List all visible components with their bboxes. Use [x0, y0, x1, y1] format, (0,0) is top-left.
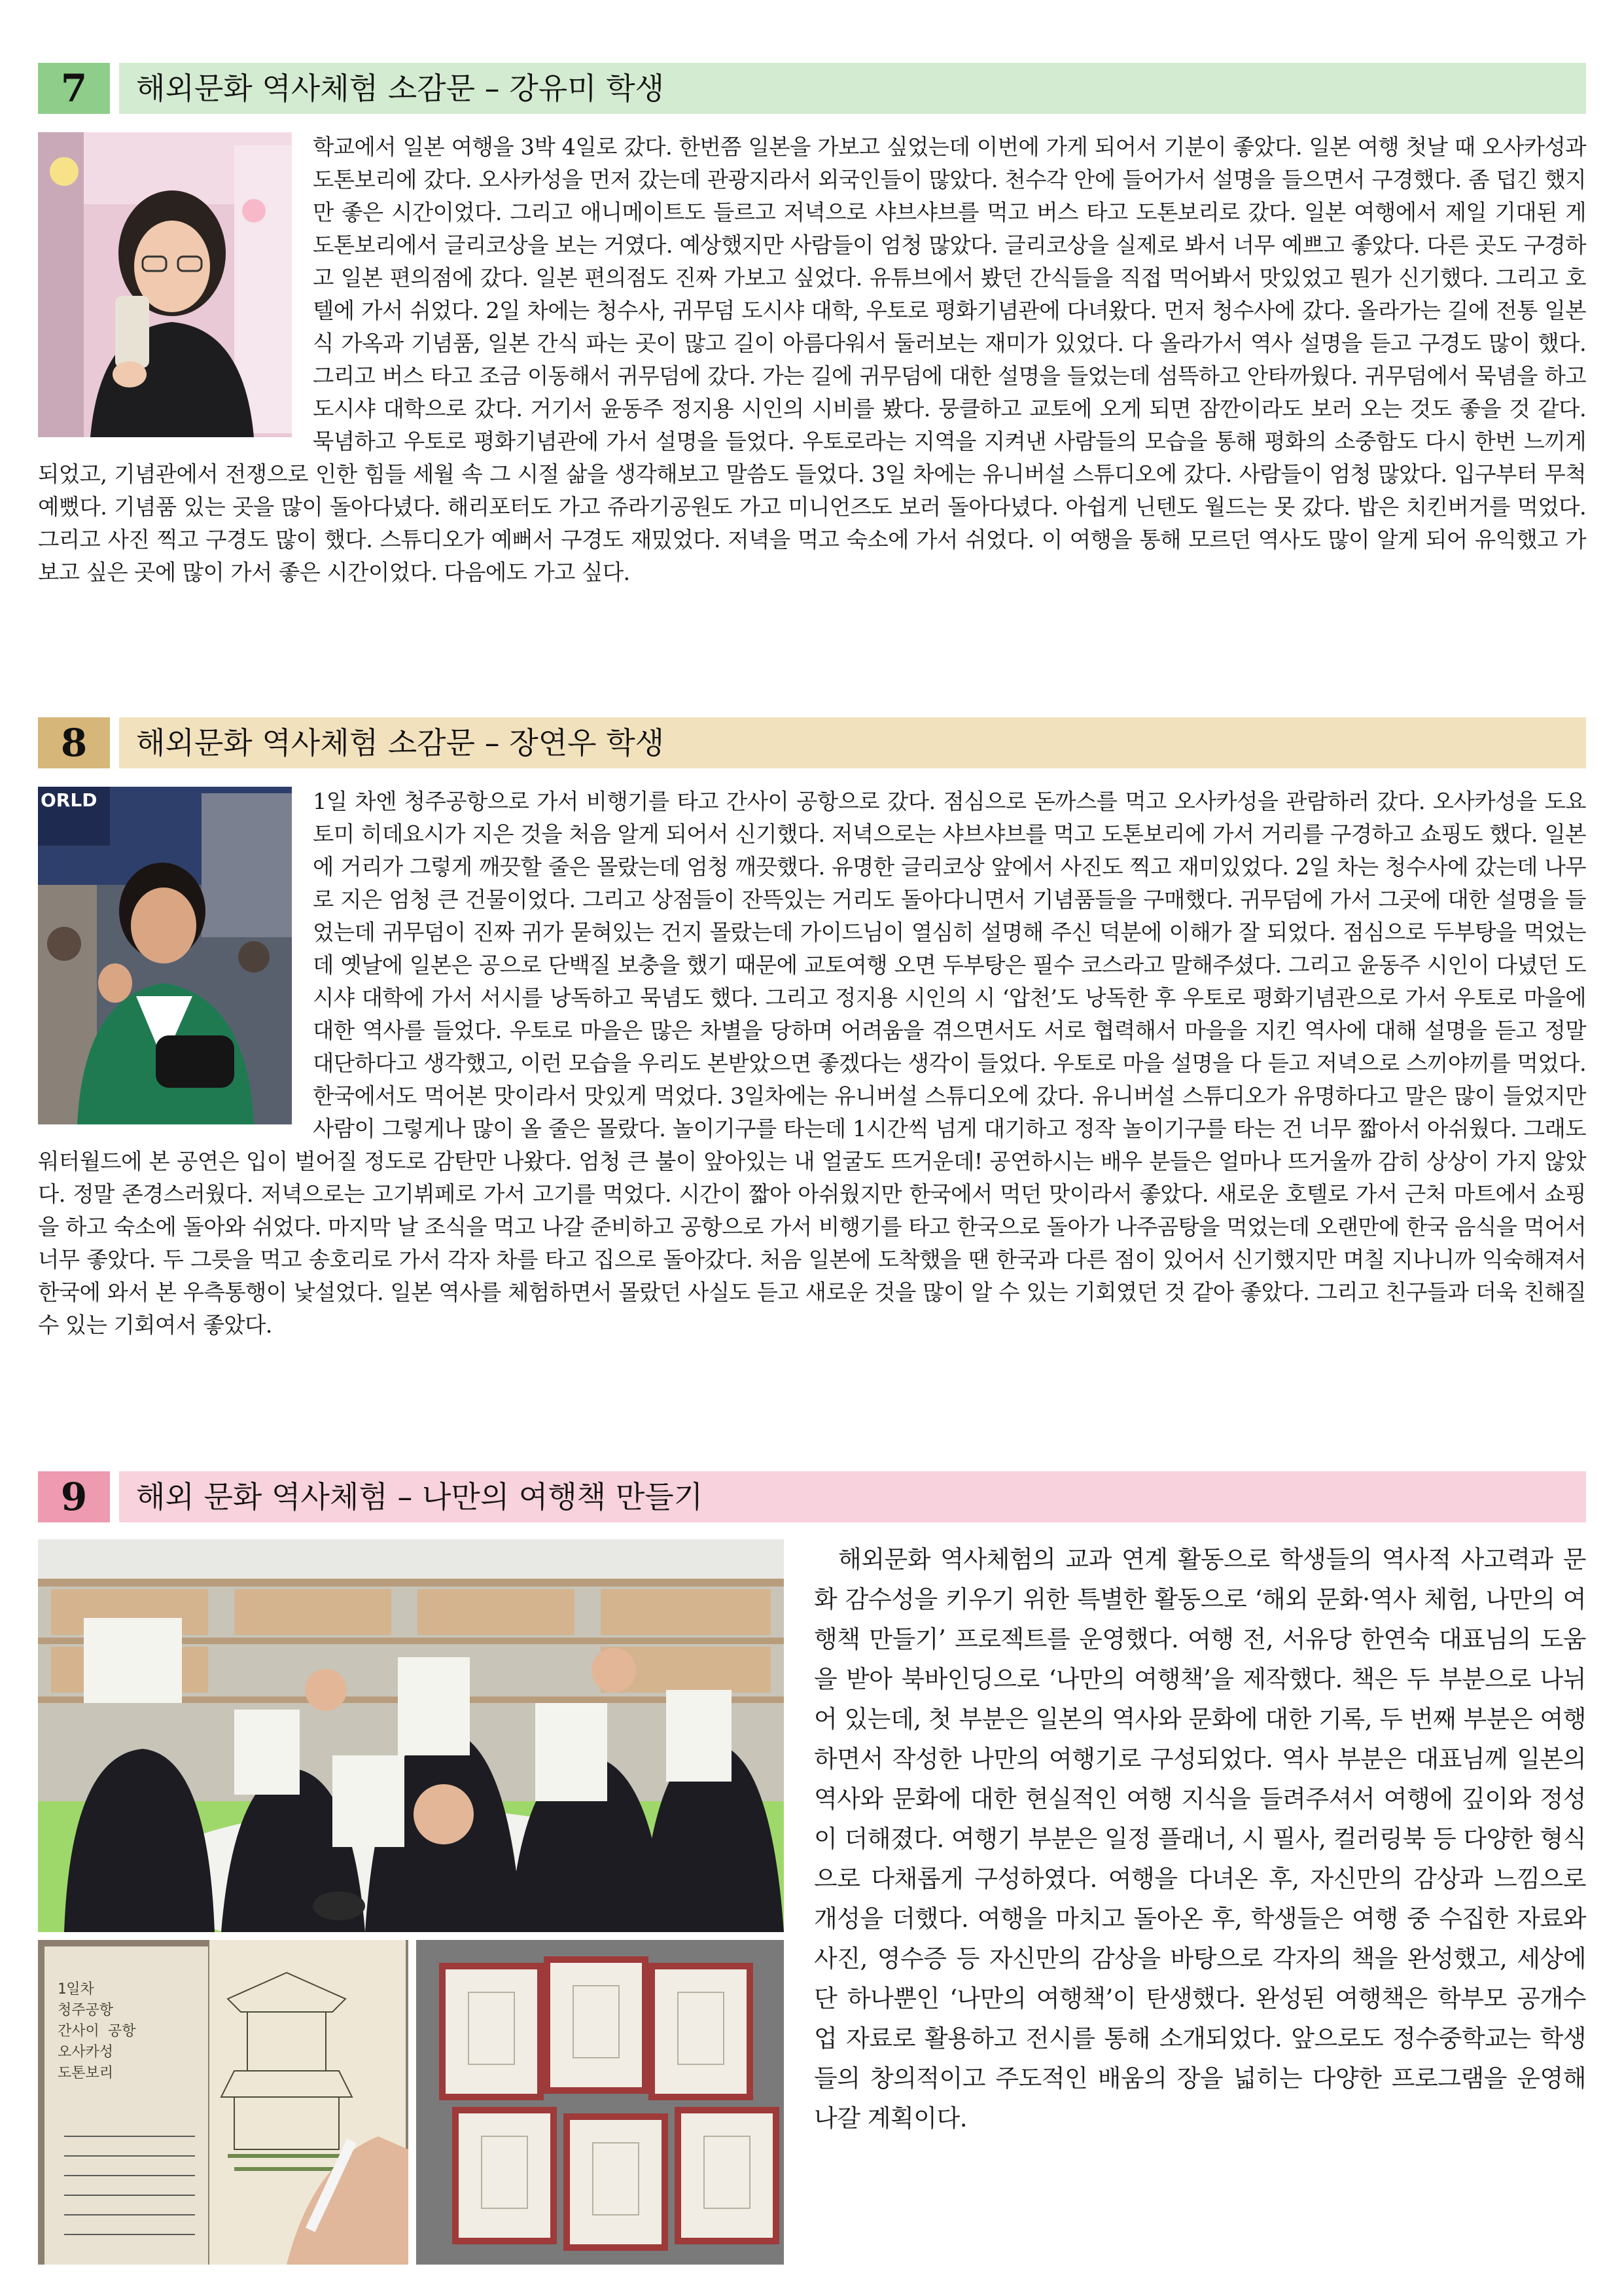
section-number: 7: [38, 63, 110, 114]
photo-sign-text: ORLD: [41, 789, 97, 811]
students-with-books-photo: [38, 1539, 784, 1932]
essay-body: 1일 차엔 청주공항으로 가서 비행기를 타고 간사이 공항으로 갔다. 점심으로 돈까스를 먹고 오사카성을 관람하러 갔다. 오사카성을 도요토미 히데요시가 지은 것을 처음 알게 되어서 신기했다. 저녁으로는 샤브샤브를 먹고 도톤보리에 가서 거리를 구경하고 쇼핑도 했다. 일본에 거리가 그렇게 깨끗할 줄은 몰랐는데 엄청 깨끗했다. 유명한 글리코상 앞에서 사진도 찍고 재미있었다. 2일 차는 청수사에 갔는데 나무로 지은 엄청 큰 건물이었다. 그리고 상점들이 잔뜩있는 거리도 돌아다니면서 기념품들을 구매했다. 귀무덤에 가서 그곳에 대한 설명을 들었는데 귀무덤이 진짜 귀가 묻혀있는 건지 몰랐는데 가이드님이 열심히 설명해 주신 덕분에 이해가 잘 되었다. 점심으로 두부탕을 먹었는데 옛날에 일본은 공으로 단백질 보충을 했기 때문에 교토여행 오면 두부탕은 필수 코스라고 말해주셨다. 그리고 윤동주 시인이 다녔던 도시샤 대학에 가서 서시를 낭독하고 묵념도 했다. 그리고 정지용 시인의 시 ‘압천’도 낭독한 후 우토로 평화기념관으로 가서 우토로 마을에 대한 역사를 들었다. 우토로 마을은 많은 차별을 당하며 어려움을 겪으면서도 서로 협력해서 마을을 지킨 역사에 대해 설명을 듣고 정말 대단하다고 생각했고, 이런 모습을 우리도 본받았으면 좋겠다는 생각이 들었다. 우토로 마을 설명을 다 듣고 저녁으로 스끼야끼를 먹었다. 한국에서도 먹어본 맛이라서 맛있게 먹었다. 3일차에는 유니버설 스튜디오에 갔다. 유니버설 스튜디오가 유명하다고 말은 많이 들었지만 사람이 그렇게나 많이 올 줄은 몰랐다. 놀이기구를 타는데 1시간씩 넘게 대기하고 정작 놀이기구를 타는 건 너무 짧아서 아쉬웠다. 그래도 워터월드에 본 공연은 입이 벌어질 정도로 감탄만 나왔다. 엄청 큰 불이 앞아있는 내 얼굴도 뜨거운데! 공연하시는 배우 분들은 얼마나 뜨거울까 감히 상상이 가지 않았다. 정말 존경스러웠다. 저녁으로는 고기뷔페로 가서 고기를 먹었다. 시간이 짧아 아쉬웠지만 한국에서 먹던 맛이라서 좋았다. 새로운 호텔로 가서 근처 마트에서 쇼핑을 하고 숙소에 돌아와 쉬었다. 마지막 날 조식을 먹고 나갈 준비하고 공항으로 가서 비행기를 타고 한국으로 돌아가 나주곰탕을 먹었는데 오랜만에 한국 음식을 먹어서 너무 좋았다. 두 그릇을 먹고 송호리로 가서 각자 차를 타고 집으로 돌아갔다. 처음 일본에 도착했을 땐 한국과 다른 점이 있어서 신기했지만 며칠 지나니까 익숙해져서 한국에 와서 본 우측통행이 낯설었다. 일본 역사를 체험하면서 몰랐던 사실도 듣고 새로운 것을 많이 알 수 있는 기회였던 것 같아 좋았다. 그리고 친구들과 더욱 친해질 수 있는 기회여서 좋았다.: [38, 789, 1586, 1338]
section-header: [38, 63, 1586, 114]
journal-handwriting: 1일차 청주공항 간사이 공항 오사카성 도톤보리: [58, 1981, 136, 2081]
section-9: [38, 1471, 1586, 2263]
travel-books-stack-photo: [416, 1940, 784, 2265]
project-description: 해외문화 역사체험의 교과 연계 활동으로 학생들의 역사적 사고력과 문화 감수성을 키우기 위한 특별한 활동으로 ‘해외 문화·역사 체험, 나만의 여행책 만들기’ 프로젝트를 운영했다. 여행 전, 서유당 한연숙 대표님의 도움을 받아 북바인딩으로 ‘나만의 여행책’을 제작했다. 책은 두 부분으로 나뉘어 있는데, 첫 부분은 일본의 역사와 문화에 대한 기록, 두 번째 부분은 여행하면서 작성한 나만의 여행기로 구성되었다. 역사 부분은 대표님께 일본의 역사와 문화에 대한 현실적인 여행 지식을 들려주셔서 여행에 깊이와 정성이 더해졌다. 여행기 부분은 일정 플래너, 시 필사, 컬러링북 등 다양한 형식으로 다채롭게 구성하였다. 여행을 다녀온 후, 자신만의 감상과 느낌으로 개성을 더했다. 여행을 마치고 돌아온 후, 학생들은 여행 중 수집한 자료와 사진, 영수증 등 자신만의 감상을 바탕으로 각자의 책을 완성했고, 세상에 단 하나뿐인 ‘나만의 여행책’이 탄생했다. 완성된 여행책은 학부모 공개수업 자료로 활용하고 전시를 통해 소개되었다. 앞으로도 정수중학교는 학생들의 창의적이고 주도적인 배움의 장을 넓히는 다양한 프로그램을 운영해 나갈 계획이다.: [814, 1545, 1586, 2132]
essay-body: 학교에서 일본 여행을 3박 4일로 갔다. 한번쯤 일본을 가보고 싶었는데 이번에 가게 되어서 기분이 좋았다. 일본 여행 첫날 때 오사카성과 도톤보리에 갔다. 오사카성을 먼저 갔는데 관광지라서 외국인들이 많았다. 천수각 안에 들어가서 설명을 들으면서 구경했다. 좀 덥긴 했지만 좋은 시간이었다. 그리고 애니메이트도 들르고 저녁으로 샤브샤브를 먹고 버스 타고 도톤보리로 갔다. 일본 여행에서 제일 기대된 게 도톤보리에서 글리코상을 보는 거였다. 예상했지만 사람들이 엄청 많았다. 글리코상을 실제로 봐서 너무 예쁘고 좋았다. 다른 곳도 구경하고 일본 편의점에 갔다. 일본 편의점도 진짜 가보고 싶었다. 유튜브에서 봤던 간식들을 직접 먹어봐서 맛있었고 뭔가 신기했다. 그리고 호텔에 가서 쉬었다. 2일 차에는 청수사, 귀무덤 도시샤 대학, 우토로 평화기념관에 다녀왔다. 먼저 청수사에 갔다. 올라가는 길에 전통 일본식 가옥과 기념품, 일본 간식 파는 곳이 많고 길이 아름다워서 둘러보는 재미가 있었다. 다 올라가서 역사 설명을 듣고 구경도 많이 했다. 그리고 버스 타고 조금 이동해서 귀무덤에 갔다. 가는 길에 귀무덤에 대한 설명을 들었는데 섬뜩하고 안타까웠다. 귀무덤에서 묵념을 하고 도시샤 대학으로 갔다. 거기서 윤동주 정지용 시인의 시비를 봤다. 뭉클하고 교토에 오게 되면 잠깐이라도 보러 오는 것도 좋을 것 같다. 묵념하고 우토로 평화기념관에 가서 설명을 들었다. 우토로라는 지역을 지켜낸 사람들의 모습을 통해 평화의 소중함도 다시 한번 느끼게 되었고, 기념관에서 전쟁으로 인한 힘들 세월 속 그 시절 삶을 생각해보고 말씀도 들었다. 3일 차에는 유니버설 스튜디오에 갔다. 사람들이 엄청 많았다. 입구부터 무척 예뻤다. 기념품 있는 곳을 많이 돌아다녔다. 해리포터도 가고 쥬라기공원도 가고 미니언즈도 보러 돌아다녔다. 아쉽게 닌텐도 월드는 못 갔다. 밥은 치킨버거를 먹었다. 그리고 사진 찍고 구경도 많이 했다. 스튜디오가 예뻐서 구경도 재밌었다. 저녁을 먹고 숙소에 가서 쉬었다. 이 여행을 통해 모르던 역사도 많이 알게 되어 유익했고 가보고 싶은 곳에 많이 가서 좋은 시간이었다. 다음에도 가고 싶다.: [38, 134, 1586, 585]
handwritten-journal-photo: [38, 1940, 408, 2265]
student-thumbs-up-photo: [38, 787, 292, 1124]
section-header: [38, 1471, 1586, 1522]
section-number: 8: [38, 717, 110, 768]
section-title: 해외문화 역사체험 소감문 – 장연우 학생: [136, 725, 665, 761]
section-number: 9: [38, 1471, 110, 1522]
section-7: [38, 63, 1586, 691]
section-title: 해외 문화 역사체험 – 나만의 여행책 만들기: [136, 1479, 703, 1515]
section-header: [38, 717, 1586, 768]
section-title: 해외문화 역사체험 소감문 – 강유미 학생: [136, 71, 665, 106]
section-8: [38, 717, 1586, 1444]
student-selfie-photo: [38, 132, 292, 437]
